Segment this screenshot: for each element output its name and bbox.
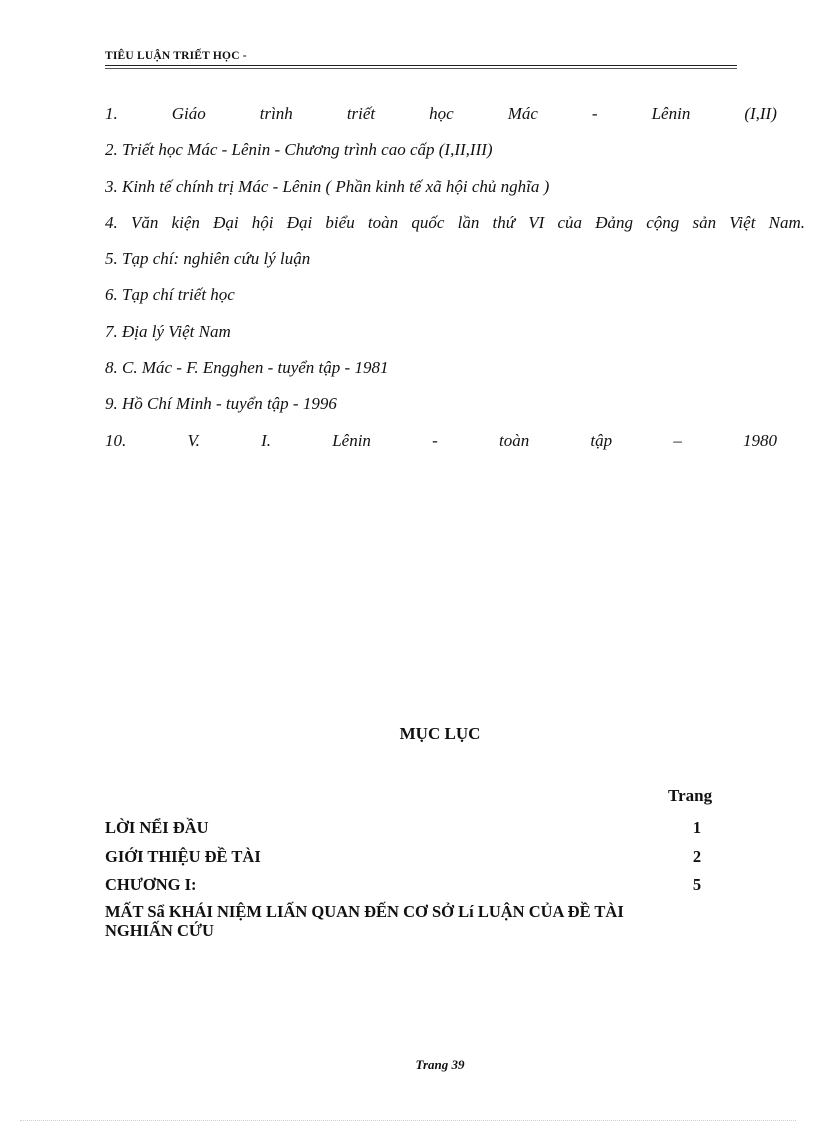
reference-word: trình (259, 104, 293, 123)
reference-item-6: 6. Tạp chí triết học (105, 285, 235, 305)
reference-word: 10. (105, 430, 127, 450)
header-rule-secondary (105, 68, 737, 69)
reference-item-3: 3. Kinh tế chính trị Mác - Lênin ( Phần kinh tế xã hội chủ nghĩa ) (105, 176, 550, 196)
reference-word: 4. (105, 212, 118, 232)
reference-word: Việt (729, 212, 756, 232)
reference-word: của (557, 212, 583, 232)
reference-word: Đại (286, 212, 313, 232)
toc-entry-page: 1 (692, 818, 702, 837)
reference-word: Lênin (651, 104, 691, 123)
reference-word: thứ (492, 212, 516, 232)
reference-item-7: 7. Địa lý Việt Nam (105, 321, 231, 341)
toc-entry-label: MẤT Sẩ KHÁI NIỆM LIẤN QUAN ĐẾN CƠ SỞ Lí LUẬN CỦA ĐỀ TÀI NGHIẤN CỨU (105, 902, 624, 940)
reference-word: V. (187, 430, 200, 450)
reference-word: toàn (367, 212, 399, 232)
reference-word: lần (457, 212, 480, 232)
reference-word: quốc (411, 212, 445, 232)
reference-word: – (673, 430, 682, 450)
toc-entry-label: CHƯƠNG I: (105, 875, 197, 894)
toc-entry-label: GIỚI THIỆU ĐỀ TÀI (105, 847, 261, 866)
toc-entry (105, 847, 725, 866)
reference-word: sản (692, 212, 717, 232)
reference-item-5: 5. Tạp chí: nghiên cứu lý luận (105, 249, 311, 269)
reference-word: cộng (646, 212, 680, 232)
reference-item-10 (105, 423, 777, 459)
toc-entry (105, 875, 725, 894)
reference-list (105, 96, 805, 459)
reference-word: biểu (325, 212, 355, 232)
toc-entry (105, 902, 725, 940)
reference-word: Đại (213, 212, 239, 232)
reference-word: kiện (171, 212, 200, 232)
toc-entry (105, 818, 725, 837)
header-title: TIÊU LUẬN TRIẾT HỌC - (105, 50, 247, 62)
toc-entry-page: 5 (692, 875, 702, 894)
reference-word: - (432, 430, 438, 450)
toc-entry-label: LỜI NỂI ĐẦU (105, 818, 209, 837)
toc-page-column-header: Trang (668, 786, 713, 805)
reference-item-8: 8. C. Mác - F. Engghen - tuyển tập - 1981 (105, 358, 389, 378)
reference-word: toàn (498, 430, 530, 450)
page-header (105, 48, 737, 69)
reference-word: Giáo (171, 104, 206, 123)
reference-word: Mác (507, 104, 538, 123)
reference-item-1 (105, 96, 777, 132)
reference-word: I. (261, 430, 271, 450)
reference-word: Văn (130, 212, 159, 232)
reference-item-2: 2. Triết học Mác - Lênin - Chương trình cao cấp (I,II,III) (105, 140, 493, 160)
reference-word: triết (346, 104, 376, 123)
reference-word: - (591, 104, 598, 123)
toc-title: MỤC LỤC (399, 724, 481, 743)
reference-word: tập (590, 430, 613, 450)
header-rule (105, 65, 737, 66)
reference-word: 1. (105, 104, 118, 123)
reference-word: hội (251, 212, 274, 232)
page-number-footer: Trang 39 (415, 1057, 465, 1072)
reference-word: 1980 (743, 430, 777, 450)
reference-word: Nam. (768, 212, 805, 232)
reference-word: VI (528, 212, 545, 232)
reference-item-4 (105, 205, 805, 241)
reference-word: học (429, 104, 454, 123)
reference-word: (I,II) (744, 104, 777, 123)
page-bottom-edge (20, 1120, 796, 1121)
reference-word: Lênin (332, 430, 371, 450)
reference-word: Đảng (595, 212, 634, 232)
toc-entry-page: 2 (692, 847, 702, 866)
reference-item-9: 9. Hồ Chí Minh - tuyển tập - 1996 (105, 394, 337, 414)
